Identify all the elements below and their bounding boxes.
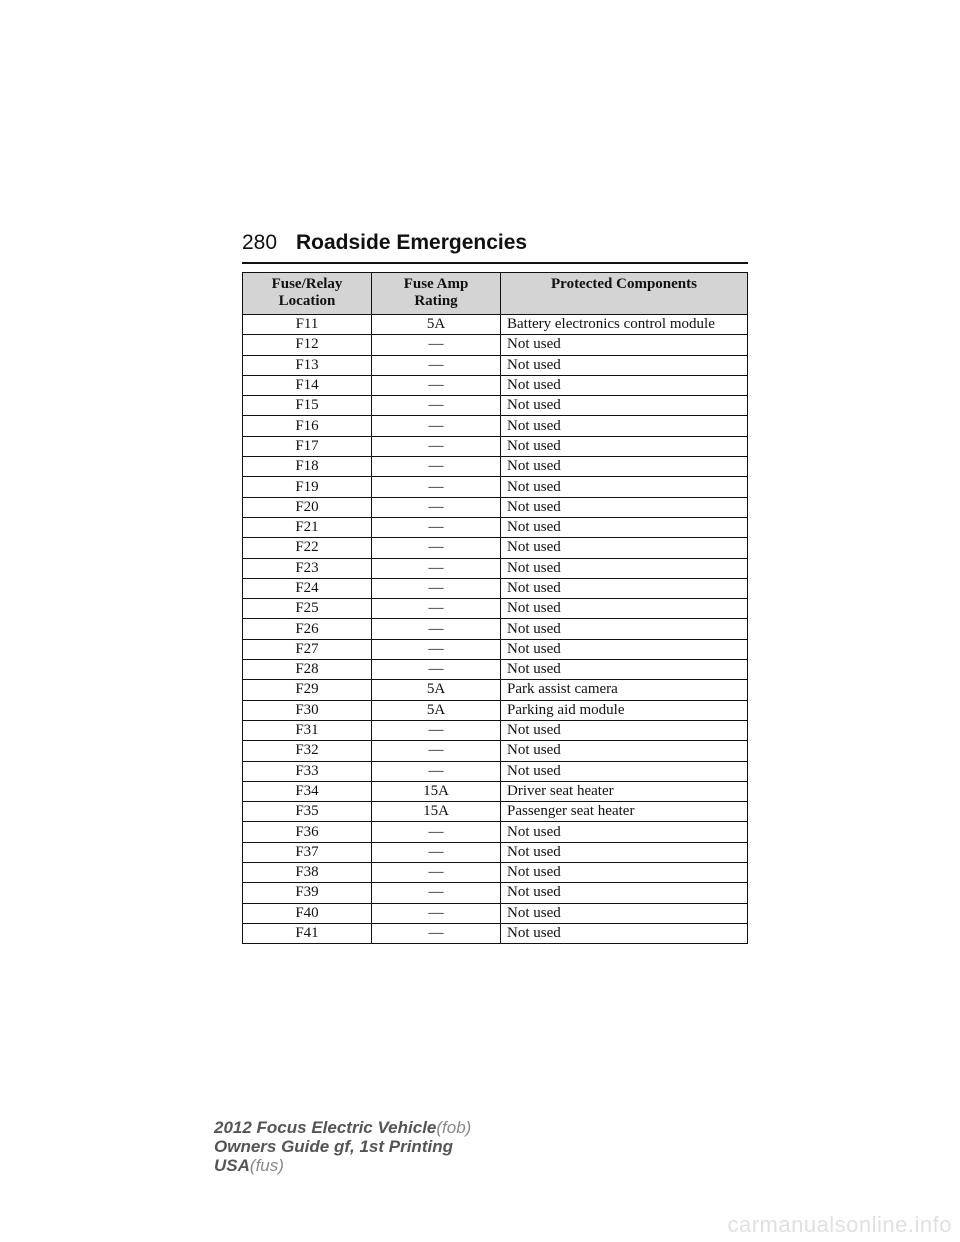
cell-amp-rating: — [372,863,501,883]
cell-location: F34 [243,781,372,801]
table-row [243,457,748,477]
cell-protected-component: Not used [501,578,748,598]
table-row [243,416,748,436]
table-row [243,477,748,497]
table-row [243,599,748,619]
cell-location: F33 [243,761,372,781]
footer-vehicle-code: (fob) [436,1118,472,1137]
cell-location: F32 [243,741,372,761]
table-header-row [243,273,748,315]
cell-amp-rating: — [372,436,501,456]
page-header [242,228,748,258]
cell-location: F20 [243,497,372,517]
table-row [243,497,748,517]
cell-amp-rating: 5A [372,315,501,335]
cell-protected-component: Not used [501,923,748,943]
table-row [243,538,748,558]
table-row [243,396,748,416]
table-row [243,923,748,943]
cell-protected-component: Not used [501,375,748,395]
cell-protected-component: Driver seat heater [501,781,748,801]
cell-amp-rating: — [372,375,501,395]
cell-protected-component: Not used [501,741,748,761]
cell-location: F29 [243,680,372,700]
cell-protected-component: Not used [501,660,748,680]
cell-protected-component: Not used [501,355,748,375]
column-header-amp-rating [372,273,501,315]
table-row [243,720,748,740]
cell-amp-rating: 15A [372,802,501,822]
cell-location: F22 [243,538,372,558]
cell-amp-rating: — [372,355,501,375]
cell-amp-rating: — [372,619,501,639]
footer-line-2 [214,1137,471,1156]
cell-location: F13 [243,355,372,375]
column-header-location-line2: Location [278,293,336,309]
cell-protected-component: Not used [501,863,748,883]
footer-line-3 [214,1156,471,1175]
cell-location: F18 [243,457,372,477]
column-header-location-line1: Fuse/Relay [271,276,343,292]
cell-location: F17 [243,436,372,456]
cell-protected-component: Not used [501,822,748,842]
cell-location: F30 [243,700,372,720]
cell-protected-component: Not used [501,558,748,578]
cell-amp-rating: — [372,660,501,680]
header-divider [242,262,748,264]
footer-line-1 [214,1118,471,1137]
table-row [243,883,748,903]
cell-location: F11 [243,315,372,335]
cell-protected-component: Not used [501,396,748,416]
cell-amp-rating: — [372,477,501,497]
table-row [243,517,748,537]
cell-protected-component: Not used [501,599,748,619]
cell-location: F39 [243,883,372,903]
cell-amp-rating: — [372,923,501,943]
cell-amp-rating: — [372,761,501,781]
cell-protected-component: Not used [501,720,748,740]
cell-protected-component: Not used [501,335,748,355]
cell-protected-component: Battery electronics control module [501,315,748,335]
cell-protected-component: Not used [501,903,748,923]
page-number: 280 [242,231,278,254]
cell-amp-rating: — [372,335,501,355]
cell-amp-rating: — [372,599,501,619]
cell-amp-rating: — [372,842,501,862]
cell-protected-component: Park assist camera [501,680,748,700]
cell-protected-component: Not used [501,538,748,558]
footer-market: USA [214,1156,250,1175]
table-row [243,335,748,355]
table-row [243,863,748,883]
cell-protected-component: Not used [501,517,748,537]
table-row [243,822,748,842]
table-row [243,741,748,761]
cell-location: F31 [243,720,372,740]
cell-location: F35 [243,802,372,822]
table-row [243,375,748,395]
footer-market-code: (fus) [249,1156,284,1175]
table-row [243,660,748,680]
cell-location: F26 [243,619,372,639]
cell-location: F28 [243,660,372,680]
cell-location: F41 [243,923,372,943]
cell-location: F14 [243,375,372,395]
table-row [243,355,748,375]
cell-location: F23 [243,558,372,578]
table-row [243,761,748,781]
cell-protected-component: Parking aid module [501,700,748,720]
cell-protected-component: Not used [501,497,748,517]
cell-amp-rating: — [372,517,501,537]
table-row [243,680,748,700]
table-row [243,558,748,578]
cell-location: F15 [243,396,372,416]
cell-protected-component: Not used [501,639,748,659]
cell-protected-component: Not used [501,436,748,456]
cell-location: F36 [243,822,372,842]
cell-location: F38 [243,863,372,883]
cell-location: F16 [243,416,372,436]
table-row [243,436,748,456]
cell-location: F27 [243,639,372,659]
cell-amp-rating: — [372,903,501,923]
table-row [243,578,748,598]
cell-amp-rating: — [372,720,501,740]
table-body [243,315,748,944]
column-header-components: Protected Components [501,273,748,315]
cell-amp-rating: — [372,396,501,416]
column-header-location [243,273,372,315]
cell-protected-component: Not used [501,416,748,436]
watermark: carmanualsonline.info [727,1212,952,1237]
section-title: Roadside Emergencies [296,231,528,254]
cell-location: F12 [243,335,372,355]
column-header-amp-line1: Fuse Amp [403,276,469,292]
cell-location: F40 [243,903,372,923]
table-row [243,700,748,720]
cell-protected-component: Passenger seat heater [501,802,748,822]
cell-amp-rating: — [372,416,501,436]
cell-amp-rating: — [372,578,501,598]
cell-location: F25 [243,599,372,619]
cell-amp-rating: — [372,538,501,558]
footer-printing: Owners Guide gf, 1st Printing [214,1137,453,1156]
table-row [243,802,748,822]
table-row [243,619,748,639]
column-header-amp-line2: Rating [414,293,458,309]
table-row [243,842,748,862]
cell-protected-component: Not used [501,619,748,639]
table-row [243,315,748,335]
cell-protected-component: Not used [501,477,748,497]
fuse-table [242,272,748,944]
cell-location: F19 [243,477,372,497]
table-row [243,903,748,923]
cell-amp-rating: 5A [372,700,501,720]
table-row [243,639,748,659]
cell-amp-rating: — [372,558,501,578]
cell-location: F21 [243,517,372,537]
cell-protected-component: Not used [501,883,748,903]
cell-location: F37 [243,842,372,862]
cell-amp-rating: — [372,457,501,477]
cell-protected-component: Not used [501,457,748,477]
cell-protected-component: Not used [501,842,748,862]
cell-protected-component: Not used [501,761,748,781]
cell-amp-rating: — [372,883,501,903]
cell-amp-rating: — [372,639,501,659]
cell-location: F24 [243,578,372,598]
cell-amp-rating: 5A [372,680,501,700]
cell-amp-rating: — [372,497,501,517]
cell-amp-rating: — [372,822,501,842]
footer-vehicle: 2012 Focus Electric Vehicle [214,1118,437,1137]
cell-amp-rating: — [372,741,501,761]
document-footer [214,1118,471,1175]
table-row [243,781,748,801]
cell-amp-rating: 15A [372,781,501,801]
